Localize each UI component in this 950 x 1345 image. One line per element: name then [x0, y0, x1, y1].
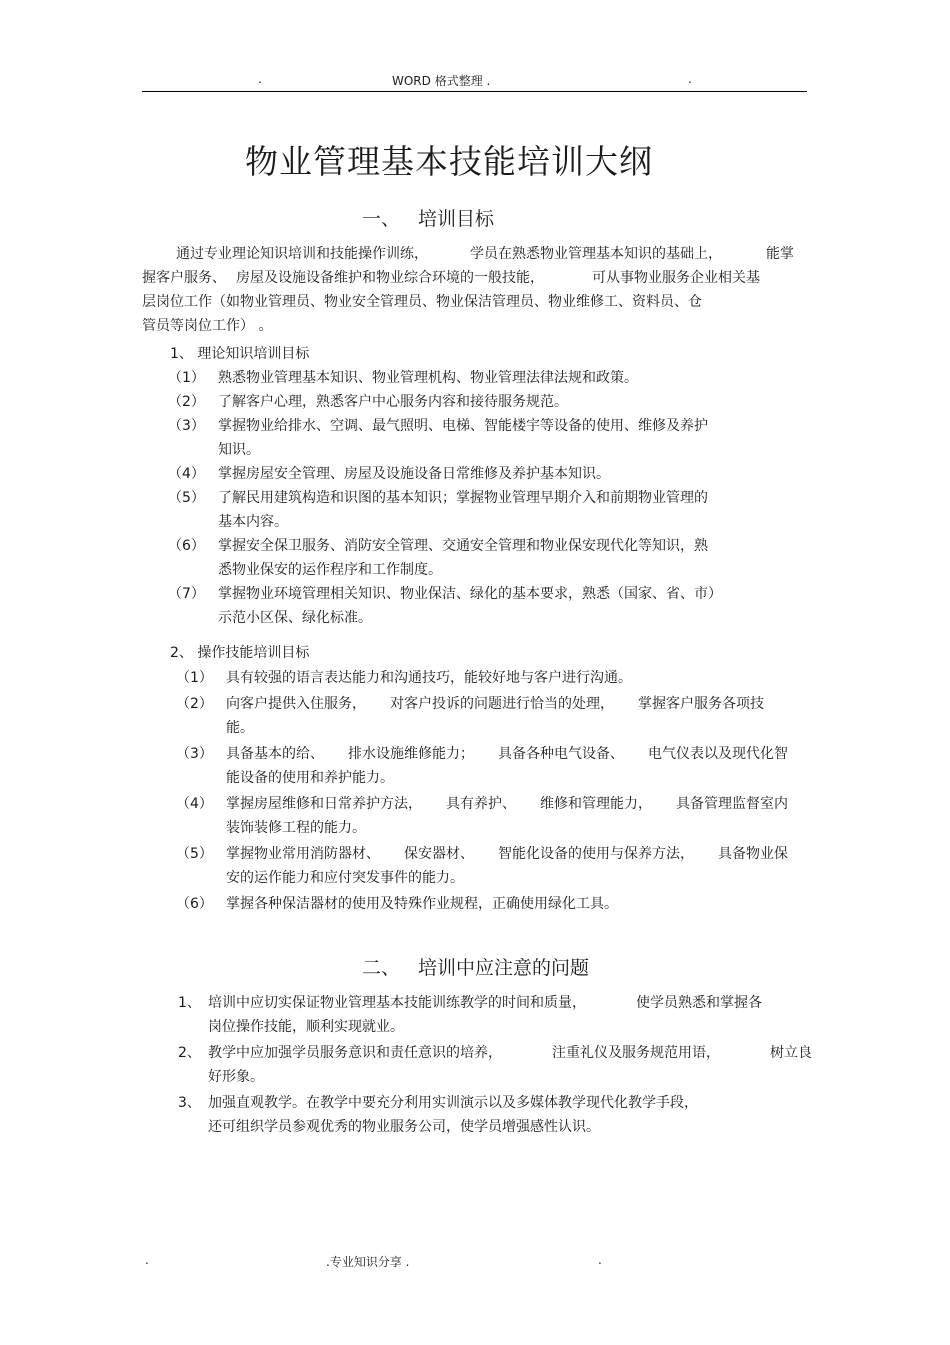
document-title: 物业管理基本技能培训大纲 — [245, 142, 653, 181]
text-fragment: 掌握各种保洁器材的使用及特殊作业规程，正确使用绿化工具。 — [226, 896, 618, 912]
text-fragment: 具备管理监督室内 — [676, 796, 788, 812]
intro-line-1: 通过专业理论知识培训和技能操作训练， 学员在熟悉物业管理基本知识的基础上， 能掌 — [176, 246, 794, 262]
text-fragment: 掌握房屋维修和日常养护方法， — [226, 796, 422, 812]
text-fragment: 排水设施维修能力； — [348, 746, 474, 762]
item-text: 示范小区保、绿化标准。 — [218, 610, 372, 626]
item-number: （6） — [168, 538, 205, 554]
text-fragment: 对客户投诉的问题进行恰当的处理， — [390, 696, 614, 712]
item-number: （6） — [176, 896, 213, 912]
text-fragment: 具备物业保 — [718, 846, 788, 862]
sub1-heading: 1、 理论知识培训目标 — [170, 346, 310, 362]
item-text — [226, 842, 788, 866]
text-fragment: 向客户提供入住服务， — [226, 696, 366, 712]
item-number: 1、 — [178, 995, 201, 1011]
header-left-dot: . — [258, 72, 262, 86]
item-text: 掌握安全保卫服务、消防安全管理、交通安全管理和物业保安现代化等知识，熟 — [218, 538, 708, 554]
sub2-heading: 2、 操作技能培训目标 — [170, 645, 310, 661]
intro-line-4: 管员等岗位工作） 。 — [142, 318, 273, 334]
text-fragment: 培训中应切实保证物业管理基本技能训练教学的时间和质量， — [208, 995, 586, 1011]
item-text — [208, 1041, 812, 1065]
item-text: 能设备的使用和养护能力。 — [226, 770, 394, 786]
header-title: WORD 格式整理 . — [392, 74, 491, 88]
text-fragment: 具有养护、 — [446, 796, 516, 812]
intro-line-2: 握客户服务、 房屋及设施设备维护和物业综合环境的一般技能， 可从事物业服务企业相关基 — [142, 270, 760, 286]
item-text: 岗位操作技能，顺利实现就业。 — [208, 1019, 404, 1035]
section2-number: 二、 — [362, 957, 401, 979]
text-fragment: 具备各种电气设备、 — [498, 746, 624, 762]
footer-text: .专业知识分享 . — [326, 1255, 410, 1269]
item-text — [226, 692, 764, 716]
item-text: 悉物业保安的运作程序和工作制度。 — [218, 562, 442, 578]
text-fragment: 保安器材、 — [404, 846, 474, 862]
item-text: 知识。 — [218, 442, 260, 458]
header-right-dot: . — [688, 72, 692, 86]
item-number: （1） — [168, 370, 205, 386]
section1-title: 培训目标 — [418, 208, 495, 230]
section1-number: 一、 — [362, 208, 401, 230]
item-number: （2） — [176, 696, 213, 712]
item-text — [226, 666, 632, 690]
text-fragment: 注重礼仪及服务规范用语， — [552, 1045, 720, 1061]
item-number: （7） — [168, 586, 205, 602]
item-text: 还可组织学员参观优秀的物业服务公司，使学员增强感性认识。 — [208, 1119, 600, 1135]
item-number: （1） — [176, 670, 213, 686]
item-text: 装饰装修工程的能力。 — [226, 820, 366, 836]
intro-line-3: 层岗位工作（如物业管理员、物业安全管理员、物业保洁管理员、物业维修工、资料员、仓 — [142, 294, 702, 310]
text-fragment: 加强直观教学。在教学中要充分利用实训演示以及多媒体教学现代化教学手段， — [208, 1095, 698, 1111]
item-number: （5） — [176, 846, 213, 862]
item-text — [226, 892, 618, 916]
text-fragment: 使学员熟悉和掌握各 — [636, 995, 762, 1011]
item-text — [208, 991, 762, 1015]
text-fragment: 教学中应加强学员服务意识和责任意识的培养， — [208, 1045, 502, 1061]
item-number: （2） — [168, 394, 205, 410]
text-fragment: 树立良 — [770, 1045, 812, 1061]
item-text — [226, 742, 788, 766]
item-number: （3） — [176, 746, 213, 762]
text-fragment: 维修和管理能力， — [540, 796, 652, 812]
section2-title: 培训中应注意的问题 — [418, 957, 590, 979]
text-fragment: 智能化设备的使用与保养方法， — [498, 846, 694, 862]
item-number: （5） — [168, 490, 205, 506]
item-text — [208, 1091, 698, 1115]
item-text: 掌握房屋安全管理、房屋及设施设备日常维修及养护基本知识。 — [218, 466, 610, 482]
intro-paragraph — [142, 242, 794, 338]
item-text: 了解民用建筑构造和识图的基本知识；掌握物业管理早期介入和前期物业管理的 — [218, 490, 708, 506]
item-text: 安的运作能力和应付突发事件的能力。 — [226, 870, 464, 886]
item-text: 掌握物业给排水、空调、最气照明、电梯、智能楼宇等设备的使用、维修及养护 — [218, 418, 708, 434]
item-text: 能。 — [226, 720, 254, 736]
item-text: 熟悉物业管理基本知识、物业管理机构、物业管理法律法规和政策。 — [218, 370, 638, 386]
item-number: （3） — [168, 418, 205, 434]
item-number: 3、 — [178, 1095, 201, 1111]
item-text — [226, 792, 788, 816]
footer-right-dot: . — [598, 1253, 602, 1267]
text-fragment: 掌握物业常用消防器材、 — [226, 846, 380, 862]
item-number: （4） — [176, 796, 213, 812]
footer-left-dot: . — [145, 1253, 149, 1267]
text-fragment: 具有较强的语言表达能力和沟通技巧，能较好地与客户进行沟通。 — [226, 670, 632, 686]
text-fragment: 具备基本的给、 — [226, 746, 324, 762]
item-number: （4） — [168, 466, 205, 482]
item-text: 掌握物业环境管理相关知识、物业保洁、绿化的基本要求，熟悉（国家、省、市） — [218, 586, 722, 602]
text-fragment: 掌握客户服务各项技 — [638, 696, 764, 712]
item-text: 了解客户心理，熟悉客户中心服务内容和接待服务规范。 — [218, 394, 568, 410]
header-rule — [142, 91, 807, 92]
item-text: 基本内容。 — [218, 514, 288, 530]
item-number: 2、 — [178, 1045, 201, 1061]
text-fragment: 电气仪表以及现代化智 — [648, 746, 788, 762]
item-text: 好形象。 — [208, 1069, 264, 1085]
